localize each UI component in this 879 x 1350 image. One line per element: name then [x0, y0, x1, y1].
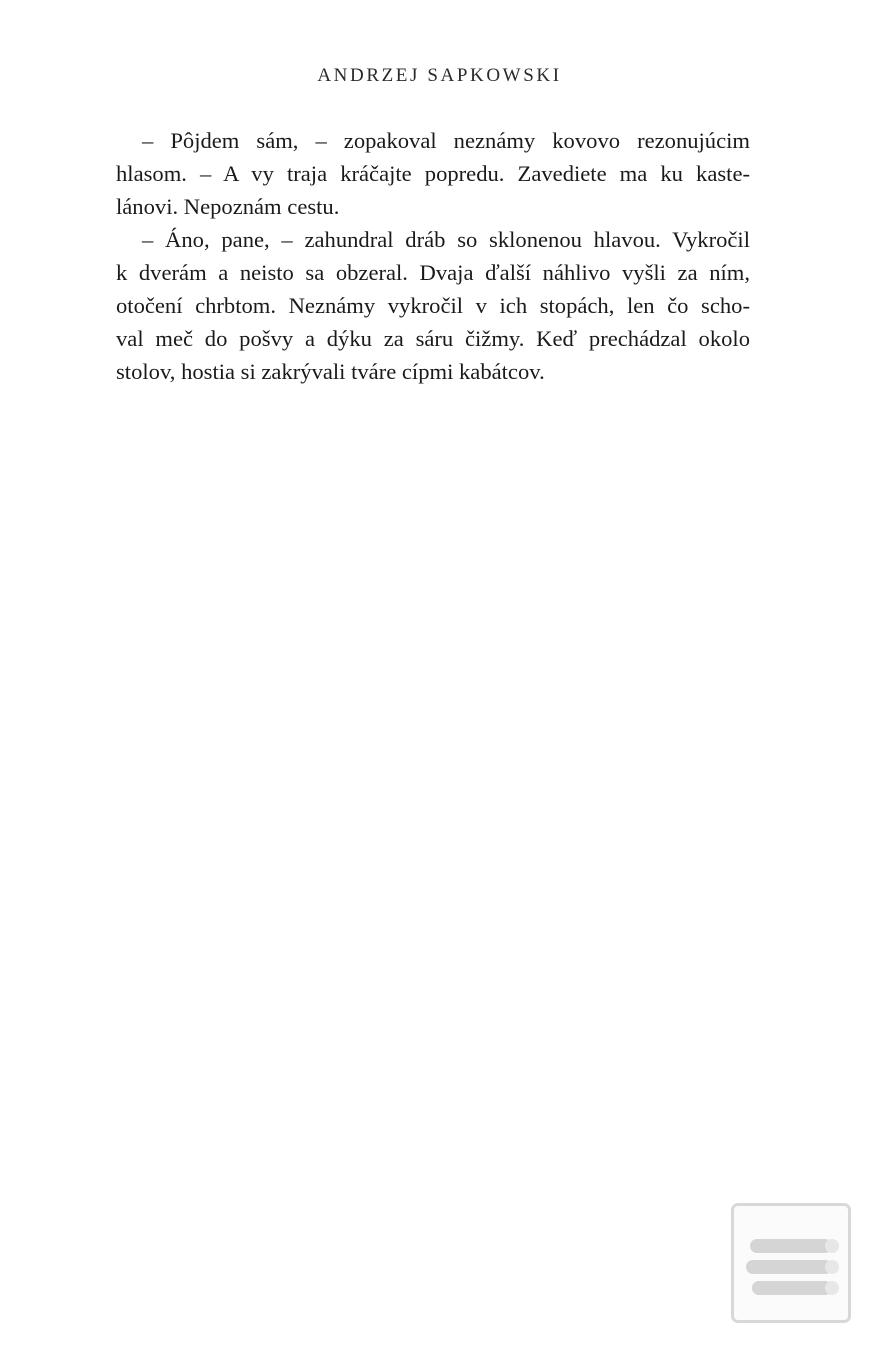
book-edge-2: [825, 1260, 839, 1274]
paragraph-1-line-2: hlasom. – A vy traja kráčajte popredu. Zavediete ma ku kaste-: [116, 161, 750, 186]
book-edge-3: [825, 1281, 839, 1295]
book-edge-1: [825, 1239, 839, 1253]
paragraph-1-line-1: – Pôjdem sám, – zopakoval neznámy kovovo rezonujúcim: [142, 128, 750, 153]
author-last-name: SAPKOWSKI: [427, 65, 562, 86]
book-spine-3: [752, 1281, 832, 1295]
stacked-books-logo-icon: [731, 1203, 851, 1323]
paragraph-2-line-3: otočení chrbtom. Neznámy vykročil v ich stopách, len čo scho-: [116, 293, 750, 318]
running-head-author: [0, 62, 879, 90]
paragraph-2-line-2: k dverám a neisto sa obzeral. Dvaja ďalší náhlivo vyšli za ním,: [116, 260, 750, 285]
author-first-name: ANDRZEJ: [317, 65, 421, 86]
body-text: [116, 124, 750, 388]
paragraph-2-line-5: stolov, hostia si zakrývali tváre cípmi kabátcov.: [116, 359, 545, 384]
book-spine-2: [746, 1260, 832, 1274]
paragraph-2-line-1: – Áno, pane, – zahundral dráb so sklonenou hlavou. Vykročil: [142, 227, 750, 252]
book-spine-1: [750, 1239, 832, 1253]
paragraph-2-line-4: val meč do pošvy a dýku za sáru čižmy. Keď prechádzal okolo: [116, 326, 750, 351]
paragraph-1-line-3: lánovi. Nepoznám cestu.: [116, 194, 340, 219]
